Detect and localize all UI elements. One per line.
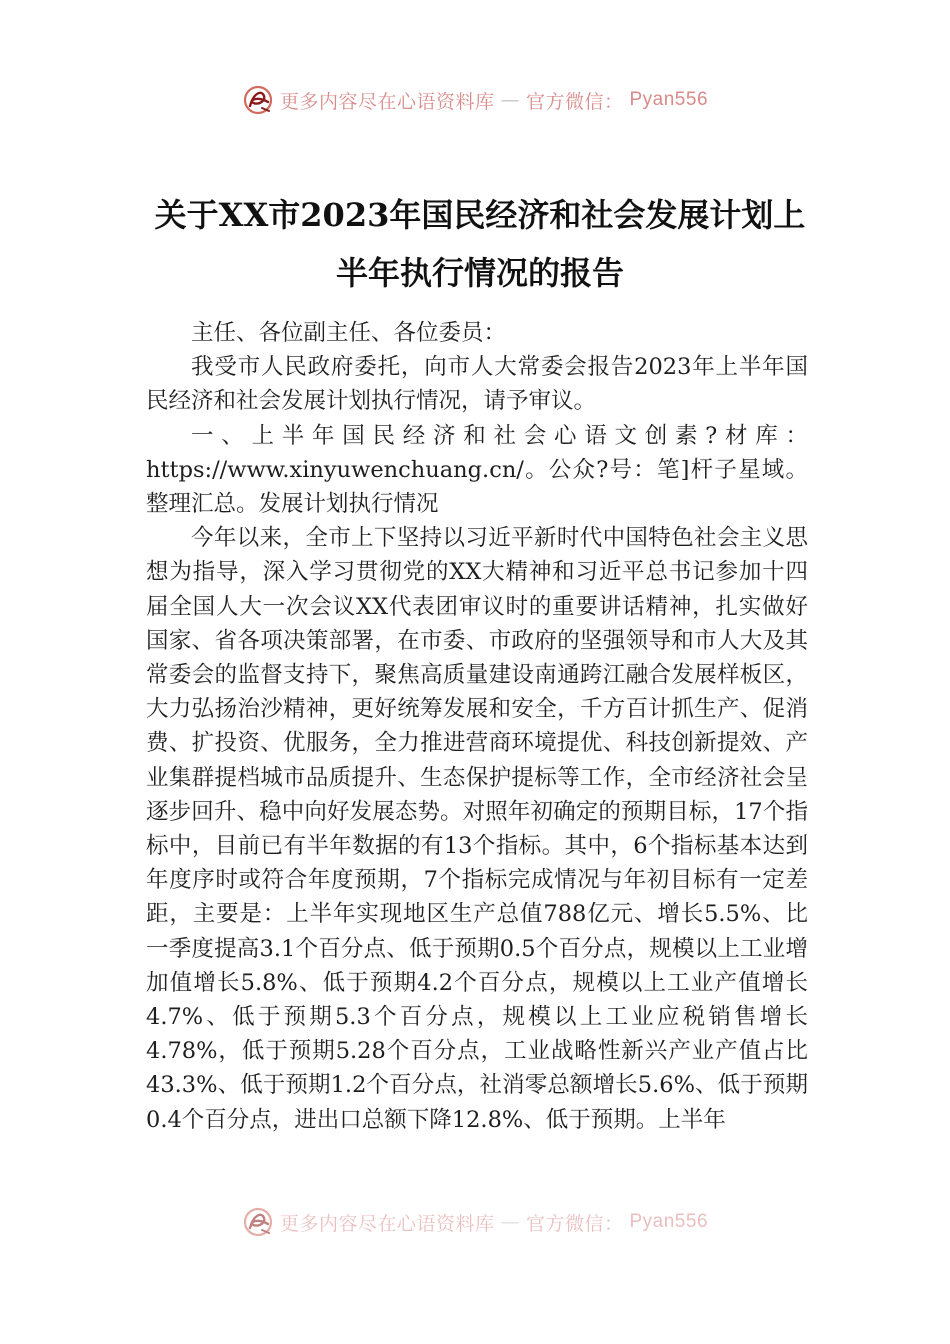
document-title: 关于XX市2023年国民经济和社会发展计划上半年执行情况的报告: [154, 196, 806, 292]
watermark-site-text: 更多内容尽在心语资料库: [279, 90, 495, 113]
section-heading-paragraph: 一、上半年国民经济和社会心语文创素?材库：https://www.xinyuwenchuang.cn/。公众?号：笔]杆子星域。整理汇总。发展计划执行情况: [146, 422, 808, 518]
watermark-wechat-id: Pyan556: [629, 89, 709, 110]
intro-paragraph: 我受市人民政府委托，向市人大常委会报告2023年上半年国民经济和社会发展计划执行情况，请予审议。: [146, 354, 808, 415]
salutation-paragraph: 主任、各位副主任、各位委员：: [191, 320, 507, 346]
signature-logo-icon: [242, 1206, 274, 1238]
watermark-wechat-id: Pyan556: [629, 1211, 709, 1232]
watermark-separator: —: [500, 89, 520, 111]
watermark-separator: —: [500, 1211, 520, 1233]
header-watermark: [0, 84, 950, 116]
body-paragraph: 今年以来，全市上下坚持以习近平新时代中国特色社会主义思想为指导，深入学习贯彻党的XX大精神和习近平总书记参加十四届全国人大一次会议XX代表团审议时的重要讲话精神，扎实做好国家、省各项决策部署，在市委、市政府的坚强领导和市人大及其常委会的监督支持下，聚焦高质量建设南通跨江融合发展样板区，大力弘扬治沙精神，更好统筹发展和安全，千方百计抓生产、促消费、扩投资、优服务，全力推进营商环境提优、科技创新提效、产业集群提档城市品质提升、生态保护提标等工作，全市经济社会呈逐步回升、稳中向好发展态势。对照年初确定的预期目标，17个指标中，目前已有半年数据的有13个指标。其中，6个指标基本达到年度序时或符合年度预期，7个指标完成情况与年初目标有一定差距，主要是：上半年实现地区生产总值788亿元、增长5.5%、比一季度提高3.1个百分点、低于预期0.5个百分点，规模以上工业增加值增长5.8%、低于预期4.2个百分点，规模以上工业产值增长4.7%、低于预期5.3个百分点，规模以上工业应税销售增长4.78%，低于预期5.28个百分点，工业战略性新兴产业产值占比43.3%、低于预期1.2个百分点，社消零总额增长5.6%、低于预期0.4个百分点，进出口总额下降12.8%、低于预期。上半年: [146, 525, 808, 1133]
footer-watermark: [0, 1206, 950, 1238]
watermark-wechat-label: 官方微信：: [525, 90, 624, 113]
document-body: [146, 316, 808, 1137]
signature-logo-icon: [242, 84, 274, 116]
watermark-site-text: 更多内容尽在心语资料库: [279, 1212, 495, 1235]
watermark-wechat-label: 官方微信：: [525, 1212, 624, 1235]
